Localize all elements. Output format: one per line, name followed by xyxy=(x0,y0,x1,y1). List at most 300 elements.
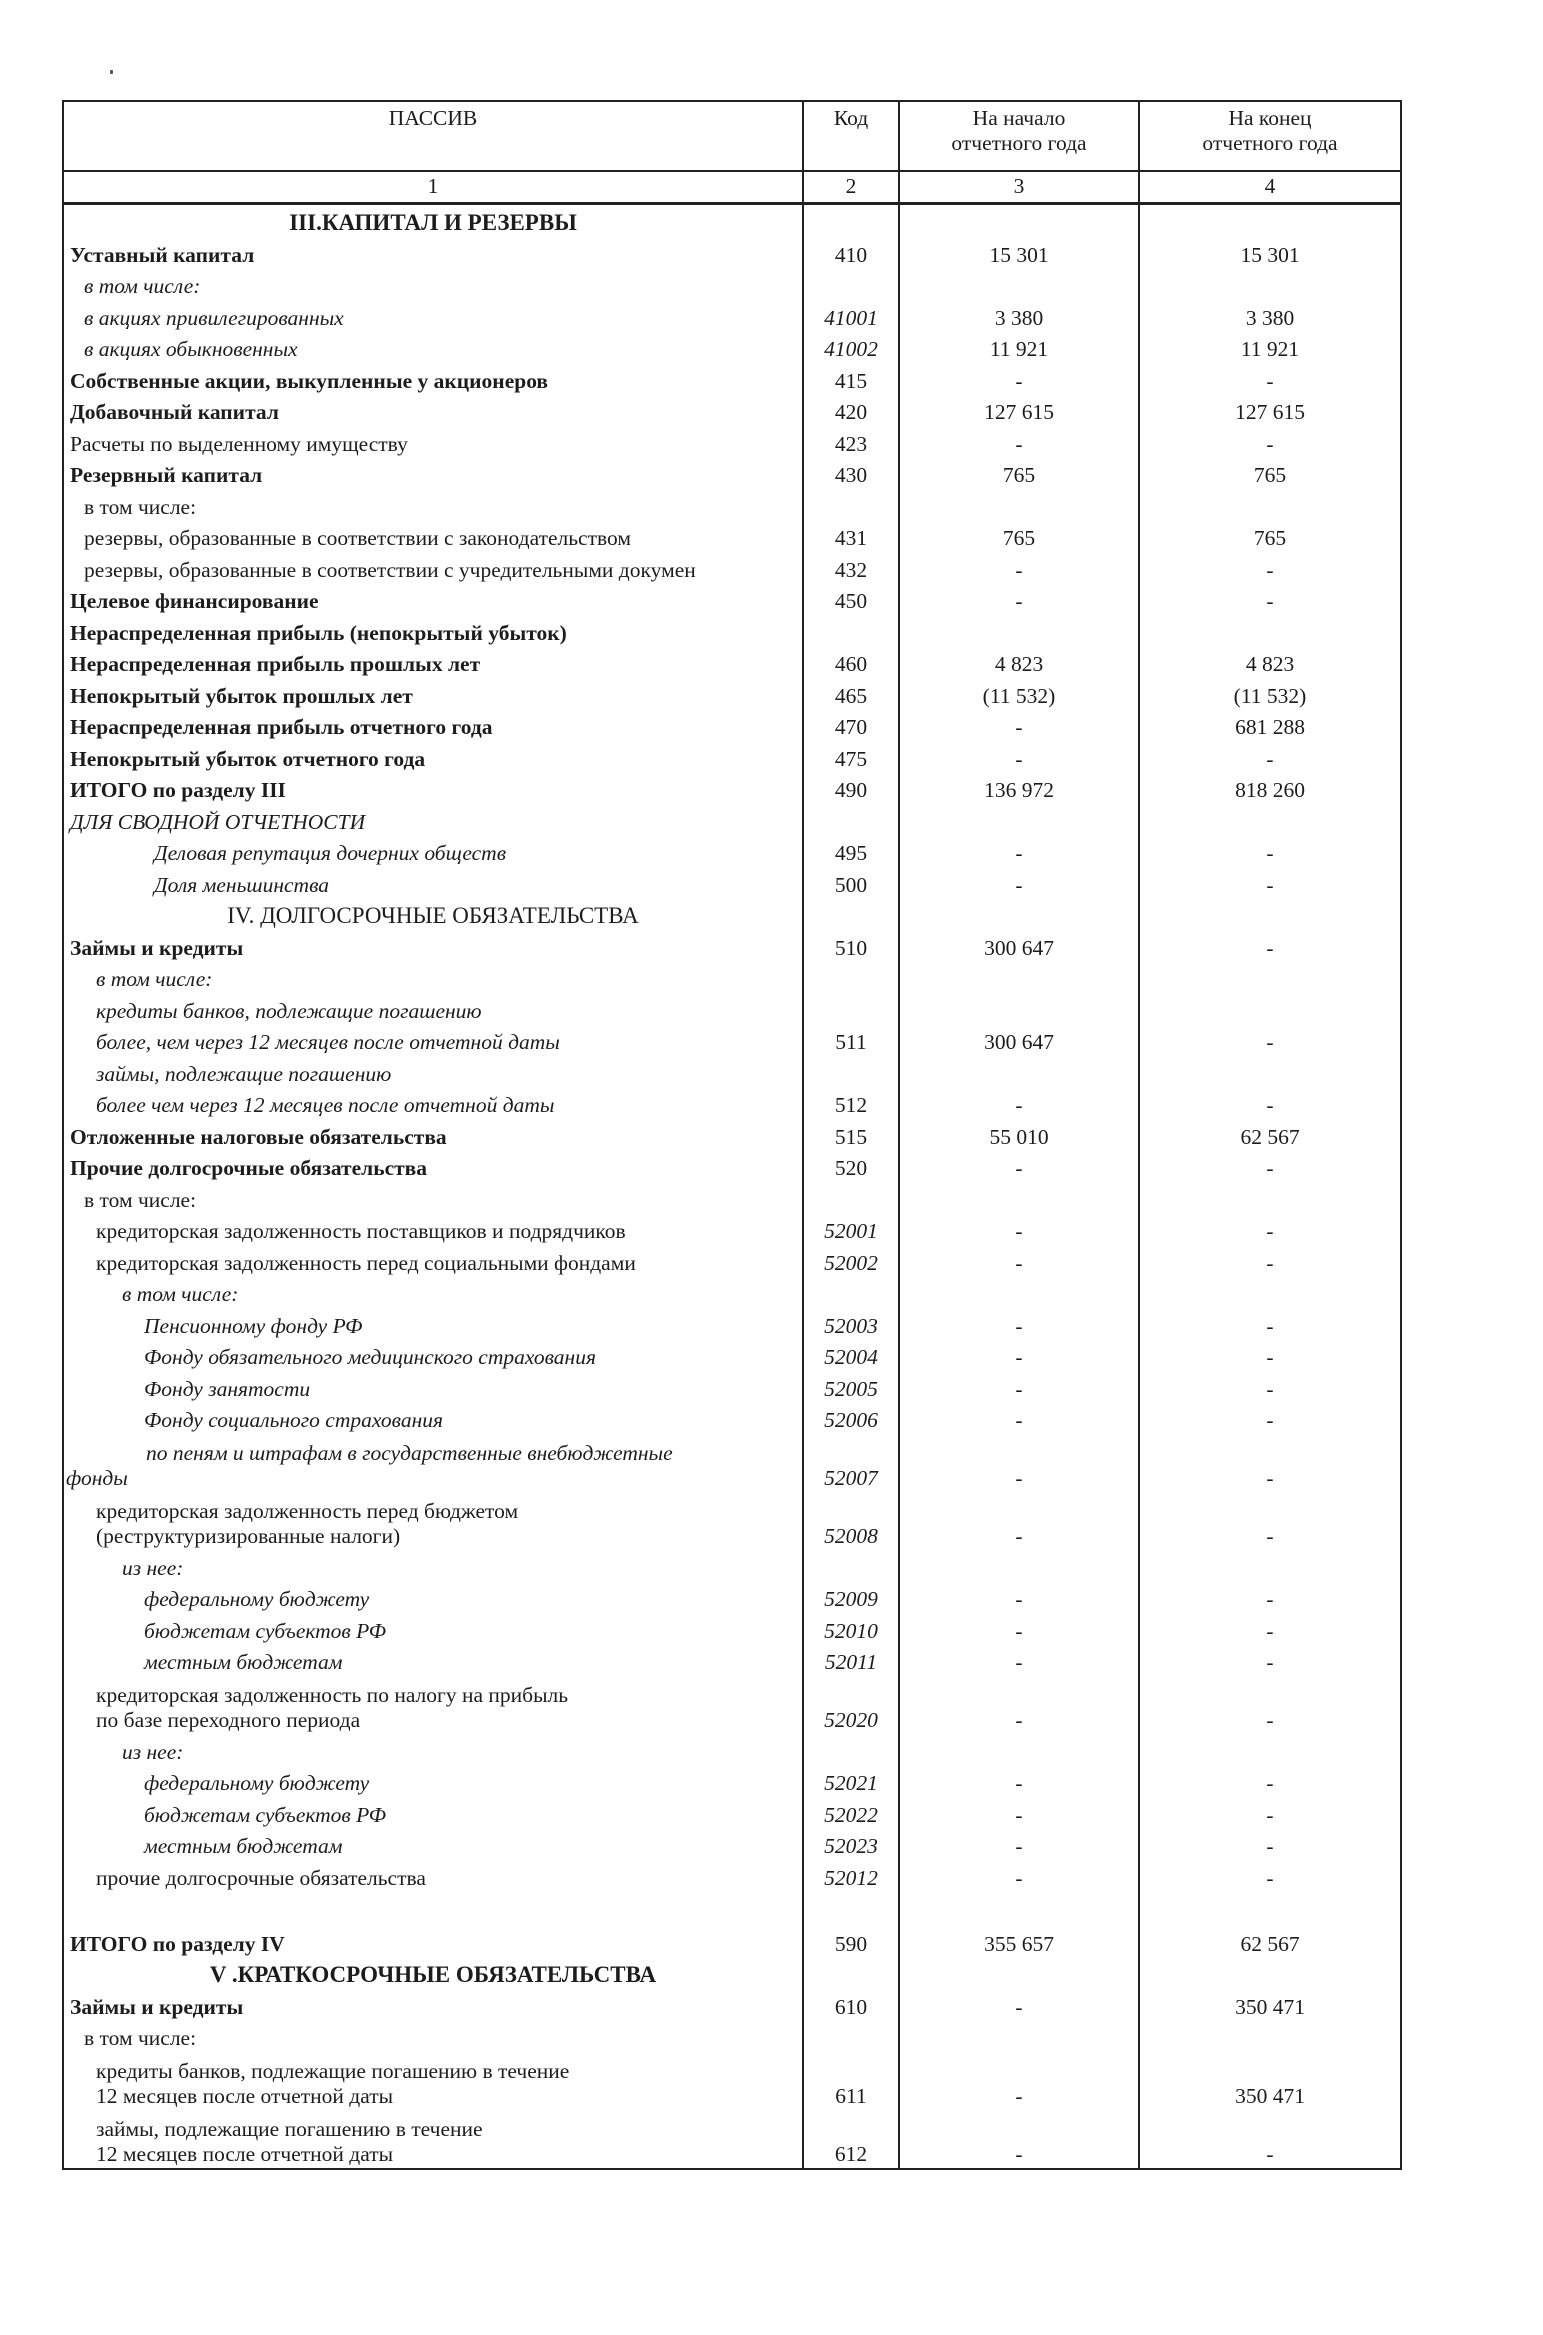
row-value-start: - xyxy=(899,1492,1139,1550)
table-row xyxy=(63,1765,1401,1797)
table-row xyxy=(63,1550,1401,1582)
row-value-end: - xyxy=(1139,1308,1401,1340)
row-value-start: - xyxy=(899,1308,1139,1340)
row-value-start: - xyxy=(899,552,1139,584)
row-label: бюджетам субъектов РФ xyxy=(63,1613,803,1645)
row-label: из нее: xyxy=(63,1550,803,1582)
table-row xyxy=(63,867,1401,899)
row-label: Займы и кредиты xyxy=(63,1989,803,2021)
table-row xyxy=(63,300,1401,332)
row-label-line1: по пеням и штрафам в государственные внебюджетные xyxy=(146,1440,673,1465)
row-value-end: - xyxy=(1139,363,1401,395)
row-value-start: - xyxy=(899,835,1139,867)
row-value-start xyxy=(899,1182,1139,1214)
row-value-start: - xyxy=(899,583,1139,615)
table-row xyxy=(63,741,1401,773)
row-label: в том числе: xyxy=(63,961,803,993)
row-value-end: - xyxy=(1139,1613,1401,1645)
row-code xyxy=(803,1957,899,1989)
row-label xyxy=(63,1492,803,1550)
section-title: V .КРАТКОСРОЧНЫЕ ОБЯЗАТЕЛЬСТВА xyxy=(63,1957,803,1989)
row-label: Собственные акции, выкупленные у акционеров xyxy=(63,363,803,395)
row-value-end: - xyxy=(1139,741,1401,773)
row-label: местным бюджетам xyxy=(63,1644,803,1676)
row-value-start: 3 380 xyxy=(899,300,1139,332)
row-label: Займы и кредиты xyxy=(63,930,803,962)
table-row xyxy=(63,772,1401,804)
row-value-end: 681 288 xyxy=(1139,709,1401,741)
row-value-end: (11 532) xyxy=(1139,678,1401,710)
table-row xyxy=(63,237,1401,269)
row-value-end: - xyxy=(1139,867,1401,899)
row-value-end: - xyxy=(1139,1797,1401,1829)
row-value-end xyxy=(1139,204,1401,237)
table-row xyxy=(63,1402,1401,1434)
row-label: Отложенные налоговые обязательства xyxy=(63,1119,803,1151)
header-start-line1: На начало xyxy=(972,106,1066,130)
row-label-line2: 12 месяцев после отчетной даты xyxy=(96,2142,394,2167)
row-label: Добавочный капитал xyxy=(63,394,803,426)
row-value-start: - xyxy=(899,1150,1139,1182)
row-value-end xyxy=(1139,2020,1401,2052)
row-value-end: - xyxy=(1139,2110,1401,2169)
table-row xyxy=(63,646,1401,678)
table-row xyxy=(63,930,1401,962)
row-code xyxy=(803,489,899,521)
row-value-end: - xyxy=(1139,552,1401,584)
row-label: Расчеты по выделенному имуществу xyxy=(63,426,803,458)
row-value-end xyxy=(1139,993,1401,1025)
row-value-end: 818 260 xyxy=(1139,772,1401,804)
scan-speck xyxy=(110,70,113,74)
row-code: 475 xyxy=(803,741,899,773)
table-row xyxy=(63,489,1401,521)
table-row xyxy=(63,1371,1401,1403)
row-code: 52022 xyxy=(803,1797,899,1829)
row-code: 590 xyxy=(803,1891,899,1957)
row-label xyxy=(63,2110,803,2169)
header-passive: ПАССИВ xyxy=(63,101,803,171)
row-value-end: - xyxy=(1139,1371,1401,1403)
row-value-start: - xyxy=(899,1087,1139,1119)
row-value-start: 127 615 xyxy=(899,394,1139,426)
row-value-end xyxy=(1139,804,1401,836)
row-value-start xyxy=(899,1276,1139,1308)
row-code: 52005 xyxy=(803,1371,899,1403)
column-number: 3 xyxy=(899,171,1139,204)
table-row xyxy=(63,1891,1401,1957)
header-end xyxy=(1139,101,1401,171)
row-value-end: - xyxy=(1139,1644,1401,1676)
row-value-end: 62 567 xyxy=(1139,1891,1401,1957)
row-value-end xyxy=(1139,489,1401,521)
row-label: Фонду обязательного медицинского страхования xyxy=(63,1339,803,1371)
table-row xyxy=(63,804,1401,836)
row-label: федеральному бюджету xyxy=(63,1765,803,1797)
row-code xyxy=(803,993,899,1025)
row-code xyxy=(803,615,899,647)
row-code: 420 xyxy=(803,394,899,426)
row-code: 52003 xyxy=(803,1308,899,1340)
row-label: Нераспределенная прибыль (непокрытый убыток) xyxy=(63,615,803,647)
row-value-start xyxy=(899,268,1139,300)
section-heading-row xyxy=(63,1957,1401,1989)
row-value-start xyxy=(899,804,1139,836)
row-value-end xyxy=(1139,1734,1401,1766)
row-code: 460 xyxy=(803,646,899,678)
row-value-start: 355 657 xyxy=(899,1891,1139,1957)
row-value-end: - xyxy=(1139,1492,1401,1550)
table-row xyxy=(63,993,1401,1025)
row-value-end: 3 380 xyxy=(1139,300,1401,332)
row-label: более чем через 12 месяцев после отчетной даты xyxy=(63,1087,803,1119)
table-row xyxy=(63,457,1401,489)
row-value-start xyxy=(899,489,1139,521)
row-code: 515 xyxy=(803,1119,899,1151)
header-start-line2: отчетного года xyxy=(951,131,1087,156)
row-value-start xyxy=(899,615,1139,647)
row-label: Целевое финансирование xyxy=(63,583,803,615)
row-value-end: 350 471 xyxy=(1139,2052,1401,2110)
row-value-end: - xyxy=(1139,426,1401,458)
row-value-end: - xyxy=(1139,1339,1401,1371)
row-label: Доля меньшинства xyxy=(63,867,803,899)
row-code: 52002 xyxy=(803,1245,899,1277)
row-value-end: - xyxy=(1139,835,1401,867)
row-code: 612 xyxy=(803,2110,899,2169)
row-label: более, чем через 12 месяцев после отчетной даты xyxy=(63,1024,803,1056)
row-value-start: 765 xyxy=(899,520,1139,552)
row-value-end: - xyxy=(1139,583,1401,615)
row-value-end: - xyxy=(1139,1087,1401,1119)
row-value-start xyxy=(899,1550,1139,1582)
section-title: III.КАПИТАЛ И РЕЗЕРВЫ xyxy=(63,204,803,237)
row-label: резервы, образованные в соответствии с законодательством xyxy=(63,520,803,552)
row-value-end: - xyxy=(1139,1434,1401,1492)
table-row xyxy=(63,1860,1401,1892)
row-label-line2: (реструктуризированные налоги) xyxy=(96,1524,401,1549)
row-value-start: 15 301 xyxy=(899,237,1139,269)
table-row xyxy=(63,1276,1401,1308)
row-code: 52006 xyxy=(803,1402,899,1434)
row-value-start: - xyxy=(899,1339,1139,1371)
row-label: Нераспределенная прибыль отчетного года xyxy=(63,709,803,741)
row-code: 52020 xyxy=(803,1676,899,1734)
row-label xyxy=(63,1434,803,1492)
table-row xyxy=(63,1182,1401,1214)
row-value-end: 765 xyxy=(1139,520,1401,552)
section-heading-row xyxy=(63,204,1401,237)
table-row xyxy=(63,331,1401,363)
table-row xyxy=(63,615,1401,647)
row-value-start: - xyxy=(899,1371,1139,1403)
row-label: ИТОГО по разделу III xyxy=(63,772,803,804)
row-code xyxy=(803,1056,899,1088)
row-value-end: - xyxy=(1139,1213,1401,1245)
row-code: 470 xyxy=(803,709,899,741)
row-label: Непокрытый убыток прошлых лет xyxy=(63,678,803,710)
table-row xyxy=(63,394,1401,426)
row-value-start: 300 647 xyxy=(899,930,1139,962)
row-label: в акциях привилегированных xyxy=(63,300,803,332)
row-value-start xyxy=(899,993,1139,1025)
row-value-end: 15 301 xyxy=(1139,237,1401,269)
row-value-end: - xyxy=(1139,1024,1401,1056)
row-label: в том числе: xyxy=(63,2020,803,2052)
row-code xyxy=(803,804,899,836)
table-row xyxy=(63,2020,1401,2052)
row-code: 465 xyxy=(803,678,899,710)
row-code: 490 xyxy=(803,772,899,804)
table-row xyxy=(63,1245,1401,1277)
row-value-start: - xyxy=(899,741,1139,773)
row-label: ДЛЯ СВОДНОЙ ОТЧЕТНОСТИ xyxy=(63,804,803,836)
row-value-start: - xyxy=(899,1797,1139,1829)
row-value-start xyxy=(899,2020,1139,2052)
row-label: федеральному бюджету xyxy=(63,1581,803,1613)
section-title: IV. ДОЛГОСРОЧНЫЕ ОБЯЗАТЕЛЬСТВА xyxy=(63,898,803,930)
row-value-end: 4 823 xyxy=(1139,646,1401,678)
row-value-start xyxy=(899,1734,1139,1766)
table-row xyxy=(63,268,1401,300)
row-label: кредиторская задолженность поставщиков и подрядчиков xyxy=(63,1213,803,1245)
scan-artifact xyxy=(30,0,82,1)
table-row xyxy=(63,552,1401,584)
row-value-start: - xyxy=(899,1644,1139,1676)
row-code: 431 xyxy=(803,520,899,552)
row-value-start: 11 921 xyxy=(899,331,1139,363)
column-number: 4 xyxy=(1139,171,1401,204)
table-row xyxy=(63,961,1401,993)
header-end-line2: отчетного года xyxy=(1202,131,1338,156)
row-value-start: - xyxy=(899,1613,1139,1645)
row-code xyxy=(803,1734,899,1766)
row-value-end xyxy=(1139,898,1401,930)
table-row xyxy=(63,1308,1401,1340)
row-code: 52008 xyxy=(803,1492,899,1550)
table-row xyxy=(63,1676,1401,1734)
row-code: 52012 xyxy=(803,1860,899,1892)
row-value-start: - xyxy=(899,1213,1139,1245)
row-value-end: - xyxy=(1139,1581,1401,1613)
row-code: 410 xyxy=(803,237,899,269)
row-value-end: 127 615 xyxy=(1139,394,1401,426)
row-value-start xyxy=(899,1056,1139,1088)
row-code: 430 xyxy=(803,457,899,489)
row-code: 610 xyxy=(803,1989,899,2021)
column-number: 2 xyxy=(803,171,899,204)
table-row xyxy=(63,835,1401,867)
row-value-start: - xyxy=(899,1402,1139,1434)
row-value-end: - xyxy=(1139,1150,1401,1182)
row-value-end xyxy=(1139,961,1401,993)
row-code: 52007 xyxy=(803,1434,899,1492)
row-label: бюджетам субъектов РФ xyxy=(63,1797,803,1829)
row-value-end: 11 921 xyxy=(1139,331,1401,363)
row-code xyxy=(803,204,899,237)
row-value-end: - xyxy=(1139,1676,1401,1734)
row-label xyxy=(63,2052,803,2110)
row-label-line1: кредиторская задолженность перед бюджетом xyxy=(96,1498,519,1523)
row-label: ИТОГО по разделу IV xyxy=(63,1891,803,1957)
row-value-start xyxy=(899,961,1139,993)
row-code: 52001 xyxy=(803,1213,899,1245)
row-label: Деловая репутация дочерних обществ xyxy=(63,835,803,867)
row-code xyxy=(803,1182,899,1214)
row-code: 52021 xyxy=(803,1765,899,1797)
row-label: займы, подлежащие погашению xyxy=(63,1056,803,1088)
row-value-end xyxy=(1139,1550,1401,1582)
row-value-start: - xyxy=(899,363,1139,395)
passive-balance-table xyxy=(62,100,1402,2170)
row-value-start: (11 532) xyxy=(899,678,1139,710)
table-row xyxy=(63,1492,1401,1550)
row-value-start xyxy=(899,204,1139,237)
section-heading-row xyxy=(63,898,1401,930)
row-code: 432 xyxy=(803,552,899,584)
row-value-start: 765 xyxy=(899,457,1139,489)
row-value-start: 136 972 xyxy=(899,772,1139,804)
row-code: 450 xyxy=(803,583,899,615)
row-code: 611 xyxy=(803,2052,899,2110)
row-value-end xyxy=(1139,615,1401,647)
row-value-start: - xyxy=(899,1434,1139,1492)
table-row xyxy=(63,1989,1401,2021)
row-value-start: - xyxy=(899,1676,1139,1734)
table-row xyxy=(63,1339,1401,1371)
row-value-start xyxy=(899,898,1139,930)
row-label: кредиторская задолженность перед социальными фондами xyxy=(63,1245,803,1277)
row-label: Нераспределенная прибыль прошлых лет xyxy=(63,646,803,678)
row-label: кредиты банков, подлежащие погашению xyxy=(63,993,803,1025)
table-row xyxy=(63,1828,1401,1860)
row-value-end: 350 471 xyxy=(1139,1989,1401,2021)
row-code: 511 xyxy=(803,1024,899,1056)
row-label-line2: фонды xyxy=(66,1466,128,1491)
row-value-end xyxy=(1139,1182,1401,1214)
row-code xyxy=(803,898,899,930)
row-value-start: - xyxy=(899,1245,1139,1277)
row-code: 495 xyxy=(803,835,899,867)
table-row xyxy=(63,678,1401,710)
row-label-line1: займы, подлежащие погашению в течение xyxy=(96,2116,483,2141)
table-row xyxy=(63,1150,1401,1182)
row-value-end: - xyxy=(1139,1402,1401,1434)
header-row xyxy=(63,101,1401,171)
header-end-line1: На конец xyxy=(1228,106,1312,130)
row-label-line1: кредиторская задолженность по налогу на прибыль xyxy=(96,1682,569,1707)
row-value-end: 62 567 xyxy=(1139,1119,1401,1151)
row-code: 52004 xyxy=(803,1339,899,1371)
row-code: 500 xyxy=(803,867,899,899)
row-label xyxy=(63,1676,803,1734)
row-value-end: - xyxy=(1139,1828,1401,1860)
row-label: Фонду занятости xyxy=(63,1371,803,1403)
row-value-start: - xyxy=(899,1581,1139,1613)
row-label: в том числе: xyxy=(63,1182,803,1214)
table-row xyxy=(63,2052,1401,2110)
table-row xyxy=(63,1581,1401,1613)
row-value-end: 765 xyxy=(1139,457,1401,489)
row-value-start: - xyxy=(899,2110,1139,2169)
table-row xyxy=(63,709,1401,741)
row-value-end xyxy=(1139,1957,1401,1989)
row-value-start: 4 823 xyxy=(899,646,1139,678)
table-row xyxy=(63,1056,1401,1088)
table-row xyxy=(63,1119,1401,1151)
row-label: Прочие долгосрочные обязательства xyxy=(63,1150,803,1182)
table-row xyxy=(63,1087,1401,1119)
header-start xyxy=(899,101,1139,171)
row-code xyxy=(803,268,899,300)
row-value-end: - xyxy=(1139,930,1401,962)
row-code: 512 xyxy=(803,1087,899,1119)
row-label: в том числе: xyxy=(63,1276,803,1308)
row-code: 510 xyxy=(803,930,899,962)
row-label: Пенсионному фонду РФ xyxy=(63,1308,803,1340)
table-row xyxy=(63,520,1401,552)
row-code: 52010 xyxy=(803,1613,899,1645)
table-row xyxy=(63,1644,1401,1676)
row-value-start: - xyxy=(899,1989,1139,2021)
table-row xyxy=(63,583,1401,615)
header-code: Код xyxy=(803,101,899,171)
row-code xyxy=(803,1550,899,1582)
row-value-start: - xyxy=(899,426,1139,458)
row-value-end xyxy=(1139,1276,1401,1308)
column-number-row xyxy=(63,171,1401,204)
row-value-start: - xyxy=(899,867,1139,899)
table-row xyxy=(63,1734,1401,1766)
row-label-line1: кредиты банков, подлежащие погашению в течение xyxy=(96,2058,570,2083)
table-row xyxy=(63,1434,1401,1492)
row-label-line2: 12 месяцев после отчетной даты xyxy=(96,2084,394,2109)
row-label: Уставный капитал xyxy=(63,237,803,269)
table-row xyxy=(63,1213,1401,1245)
row-label: резервы, образованные в соответствии с учредительными докумен xyxy=(63,552,803,584)
row-code: 41002 xyxy=(803,331,899,363)
row-label: из нее: xyxy=(63,1734,803,1766)
row-code: 52011 xyxy=(803,1644,899,1676)
table-row xyxy=(63,363,1401,395)
row-value-start: - xyxy=(899,1860,1139,1892)
row-value-start: - xyxy=(899,1765,1139,1797)
row-label: в акциях обыкновенных xyxy=(63,331,803,363)
table-row xyxy=(63,426,1401,458)
table-row xyxy=(63,1613,1401,1645)
row-value-start: 55 010 xyxy=(899,1119,1139,1151)
row-code: 520 xyxy=(803,1150,899,1182)
row-code: 41001 xyxy=(803,300,899,332)
row-label-line2: по базе переходного периода xyxy=(96,1708,361,1733)
row-code: 415 xyxy=(803,363,899,395)
row-value-start xyxy=(899,1957,1139,1989)
row-label: Фонду социального страхования xyxy=(63,1402,803,1434)
row-code xyxy=(803,1276,899,1308)
row-label: в том числе: xyxy=(63,489,803,521)
row-value-start: - xyxy=(899,709,1139,741)
row-value-start: 300 647 xyxy=(899,1024,1139,1056)
row-label: Резервный капитал xyxy=(63,457,803,489)
column-number: 1 xyxy=(63,171,803,204)
table-row xyxy=(63,1797,1401,1829)
row-label: местным бюджетам xyxy=(63,1828,803,1860)
row-value-end: - xyxy=(1139,1765,1401,1797)
row-value-start: - xyxy=(899,1828,1139,1860)
row-value-start: - xyxy=(899,2052,1139,2110)
row-value-end: - xyxy=(1139,1245,1401,1277)
table-row xyxy=(63,2110,1401,2169)
